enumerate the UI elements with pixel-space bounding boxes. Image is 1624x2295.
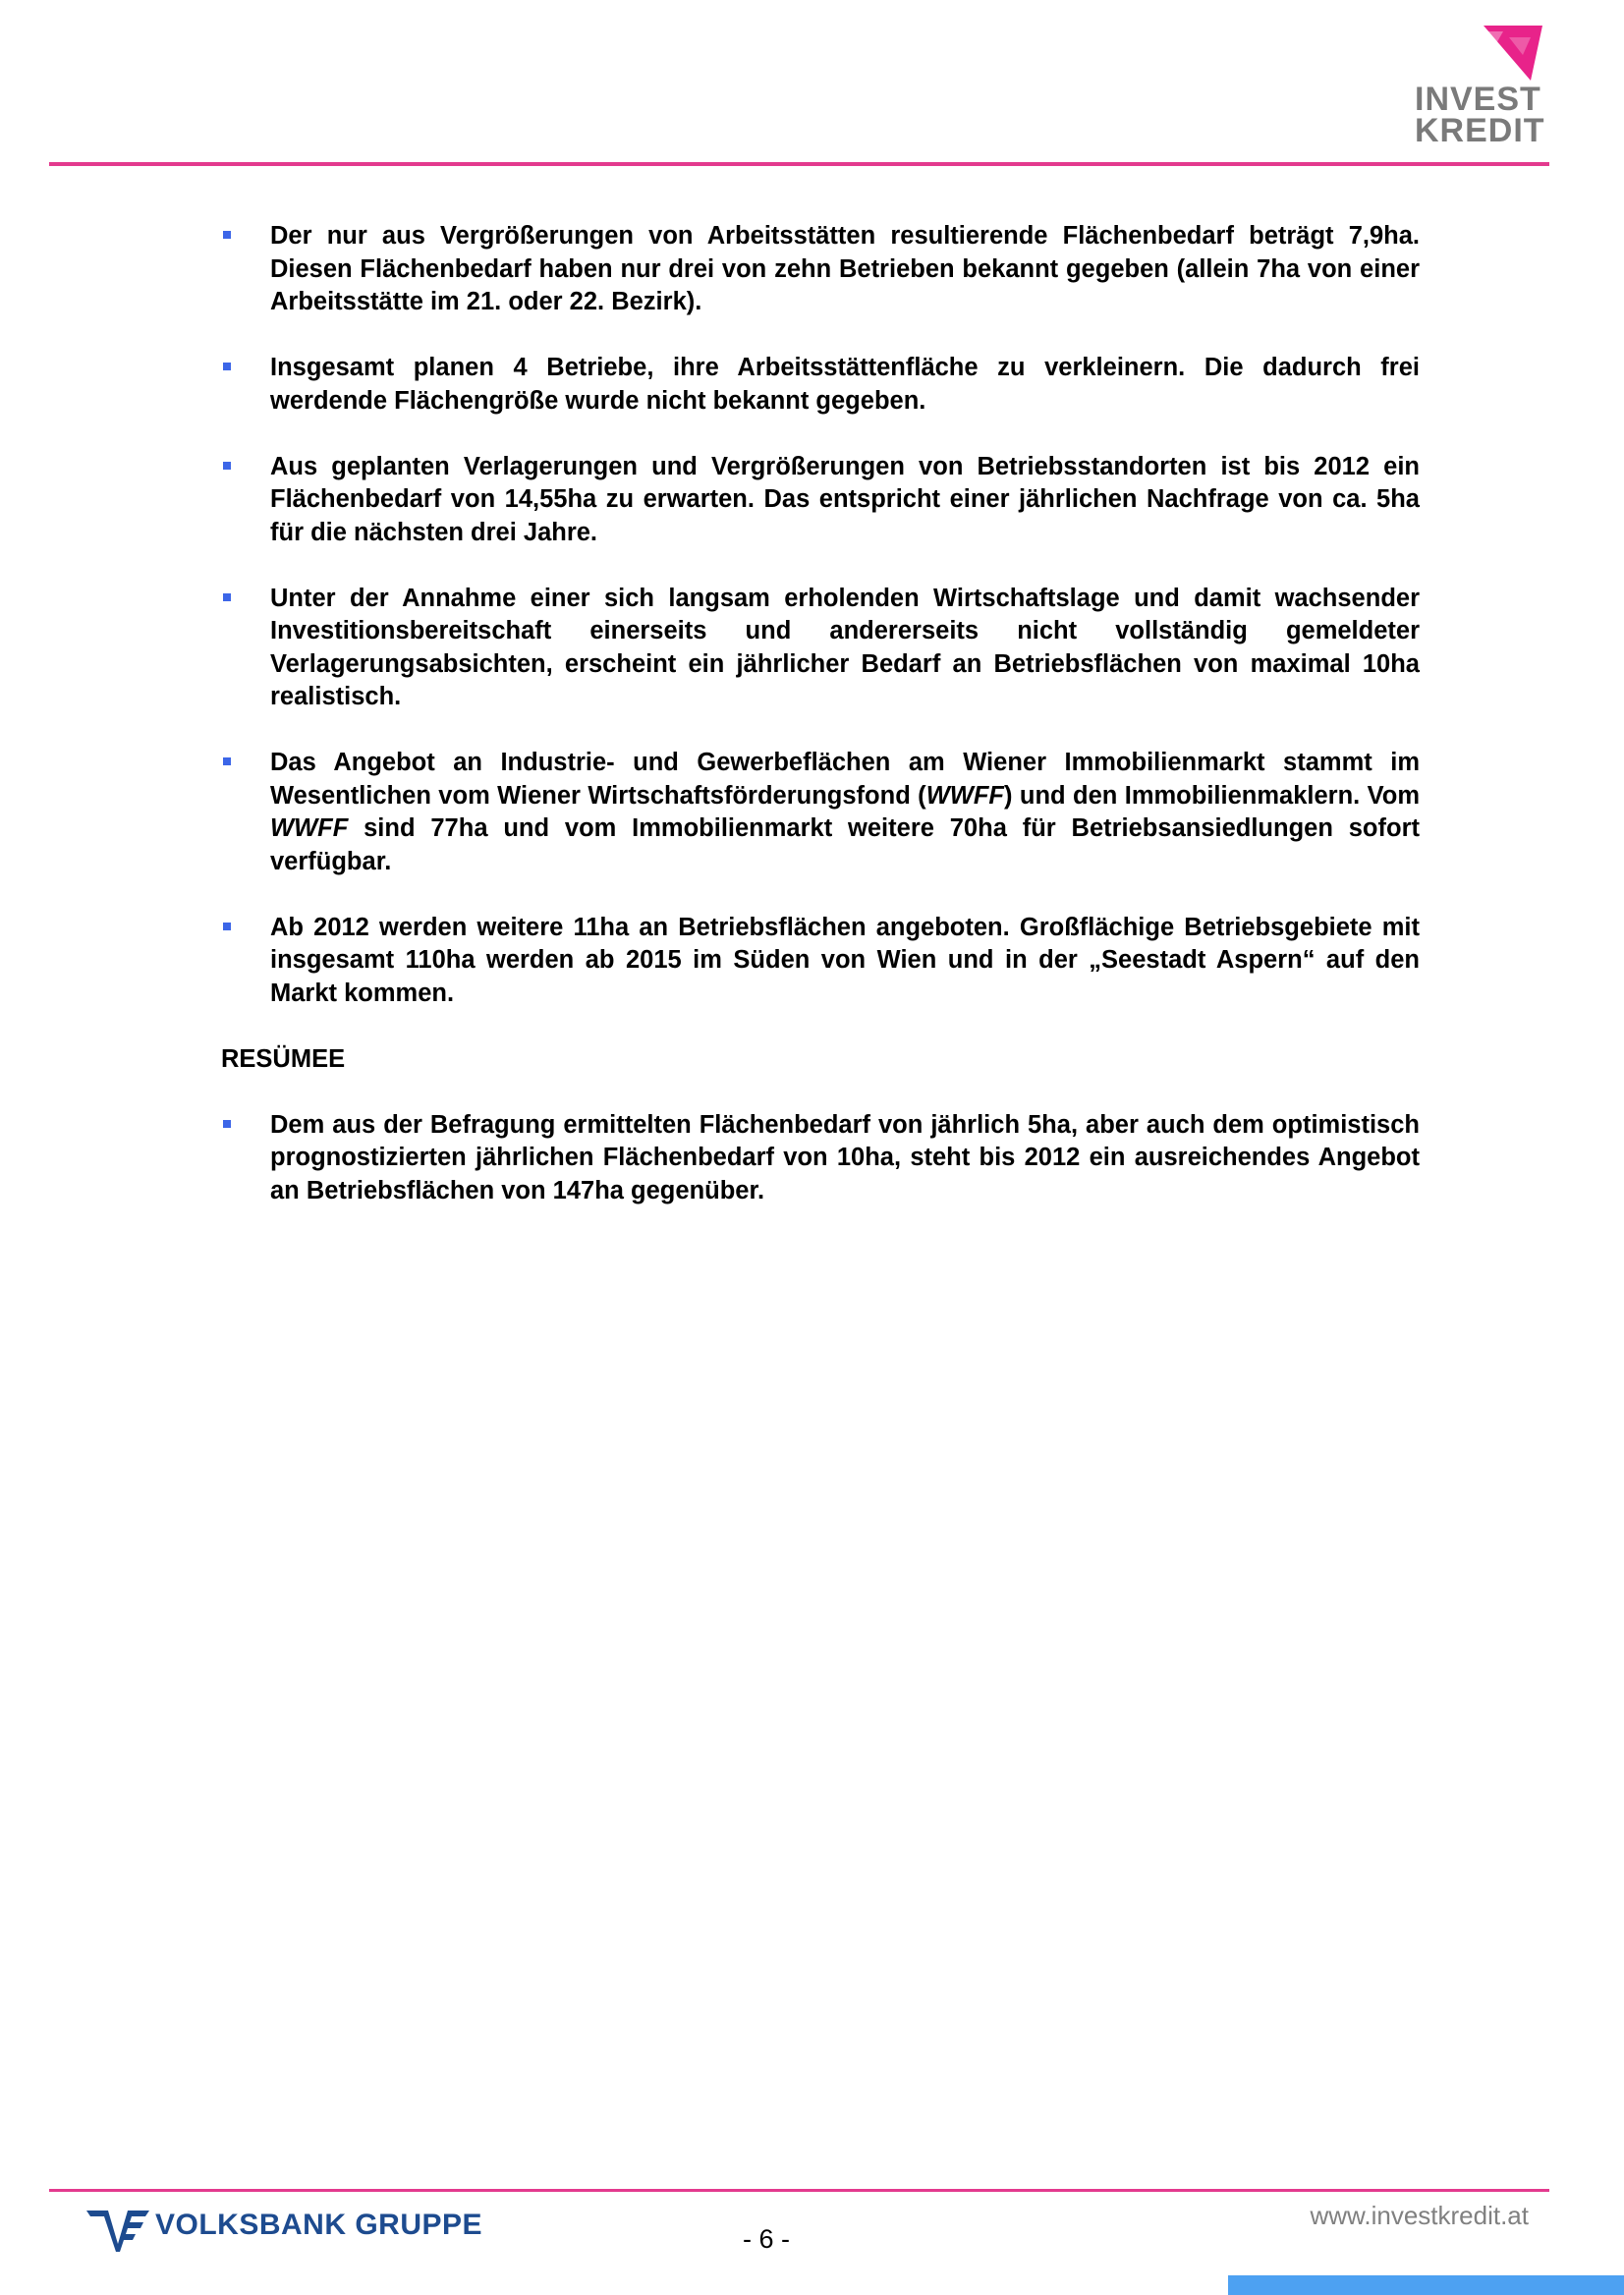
list-item-text: Der nur aus Vergrößerungen von Arbeitsstätten resultierende Flächenbedarf beträgt 7,9ha. Diesen Flächenbedarf haben nur drei von zehn Betrieben bekannt gegeben (allein 7ha von einer Arbeitsstätte im 21. oder 22. Bezirk). [270,222,1420,315]
logo-word-kredit: KREDIT [1415,112,1545,149]
list-item-text: Ab 2012 werden weitere 11ha an Betriebsflächen angeboten. Großflächige Betriebsgebiete mit insgesamt 110ha werden ab 2015 im Süden von Wien und in der „Seestadt Aspern“ auf den Markt kommen. [270,913,1420,1007]
text-segment: sind 77ha und vom Immobilienmarkt weitere 70ha für Betriebsansiedlungen sofort verfügbar. [270,814,1420,875]
bullet-icon [223,757,231,765]
footer-brand: VOLKSBANK GRUPPE [155,2209,483,2241]
page-number: - 6 - [742,2224,790,2254]
volksbank-logo [86,2205,538,2254]
list-item [221,451,1420,550]
list-item [221,583,1420,714]
footer-url: www.investkredit.at [1310,2201,1529,2230]
list-item-text: Dem aus der Befragung ermittelten Flächenbedarf von jährlich 5ha, aber auch dem optimistisch prognostizierten jährlichen Flächenbedarf von 10ha, steht bis 2012 ein ausreichendes Angebot an Betriebsflächen von 147ha gegenüber. [270,1110,1420,1204]
list-item [221,220,1420,319]
investkredit-logo [1415,22,1547,149]
list-item-text: Unter der Annahme einer sich langsam erholenden Wirtschaftslage und damit wachsender Investitionsbereitschaft einerseits und andererseits nicht vollständig gemeldeter Verlagerungsabsichten, erscheint ein jährlicher Bedarf an Betriebsflächen von maximal 10ha realistisch. [270,584,1420,710]
header-divider [49,162,1549,166]
list-item-text: Aus geplanten Verlagerungen und Vergrößerungen von Betriebsstandorten ist bis 2012 ein Flächenbedarf von 14,55ha zu erwarten. Das entspricht einer jährlichen Nachfrage von ca. 5ha für die nächsten drei Jahre. [270,452,1420,546]
wwff-abbreviation: WWFF [925,781,1004,810]
bullet-icon [223,231,231,239]
logo-word-invest: INVEST [1415,81,1541,118]
list-item-text [270,747,1420,878]
document-body [221,220,1420,1241]
investkredit-triangle-icon [1415,22,1547,81]
bullet-icon [223,462,231,470]
list-item-text: Insgesamt planen 4 Betriebe, ihre Arbeitsstättenfläche zu verkleinern. Die dadurch frei werdende Flächengröße wurde nicht bekannt gegeben. [270,354,1420,415]
footer-divider [49,2189,1549,2192]
text-segment: Das Angebot an Industrie- und Gewerbeflächen am Wiener Immobilienmarkt stammt im Wesentlichen vom Wiener Wirtschaftsförderungsfond ( [270,749,1420,810]
footer-accent-bar [1228,2275,1624,2295]
bullet-icon [223,1120,231,1128]
text-segment: ) und den Immobilienmaklern. Vom [1003,781,1421,810]
bullet-icon [223,923,231,930]
list-item [221,912,1420,1011]
list-item [221,1109,1420,1208]
list-item [221,747,1420,878]
volksbank-emblem-icon [86,2205,149,2254]
list-item [221,352,1420,418]
bullet-icon [223,363,231,370]
bullet-icon [223,593,231,601]
wwff-abbreviation: WWFF [270,814,349,842]
summary-heading: RESÜMEE [221,1044,346,1073]
